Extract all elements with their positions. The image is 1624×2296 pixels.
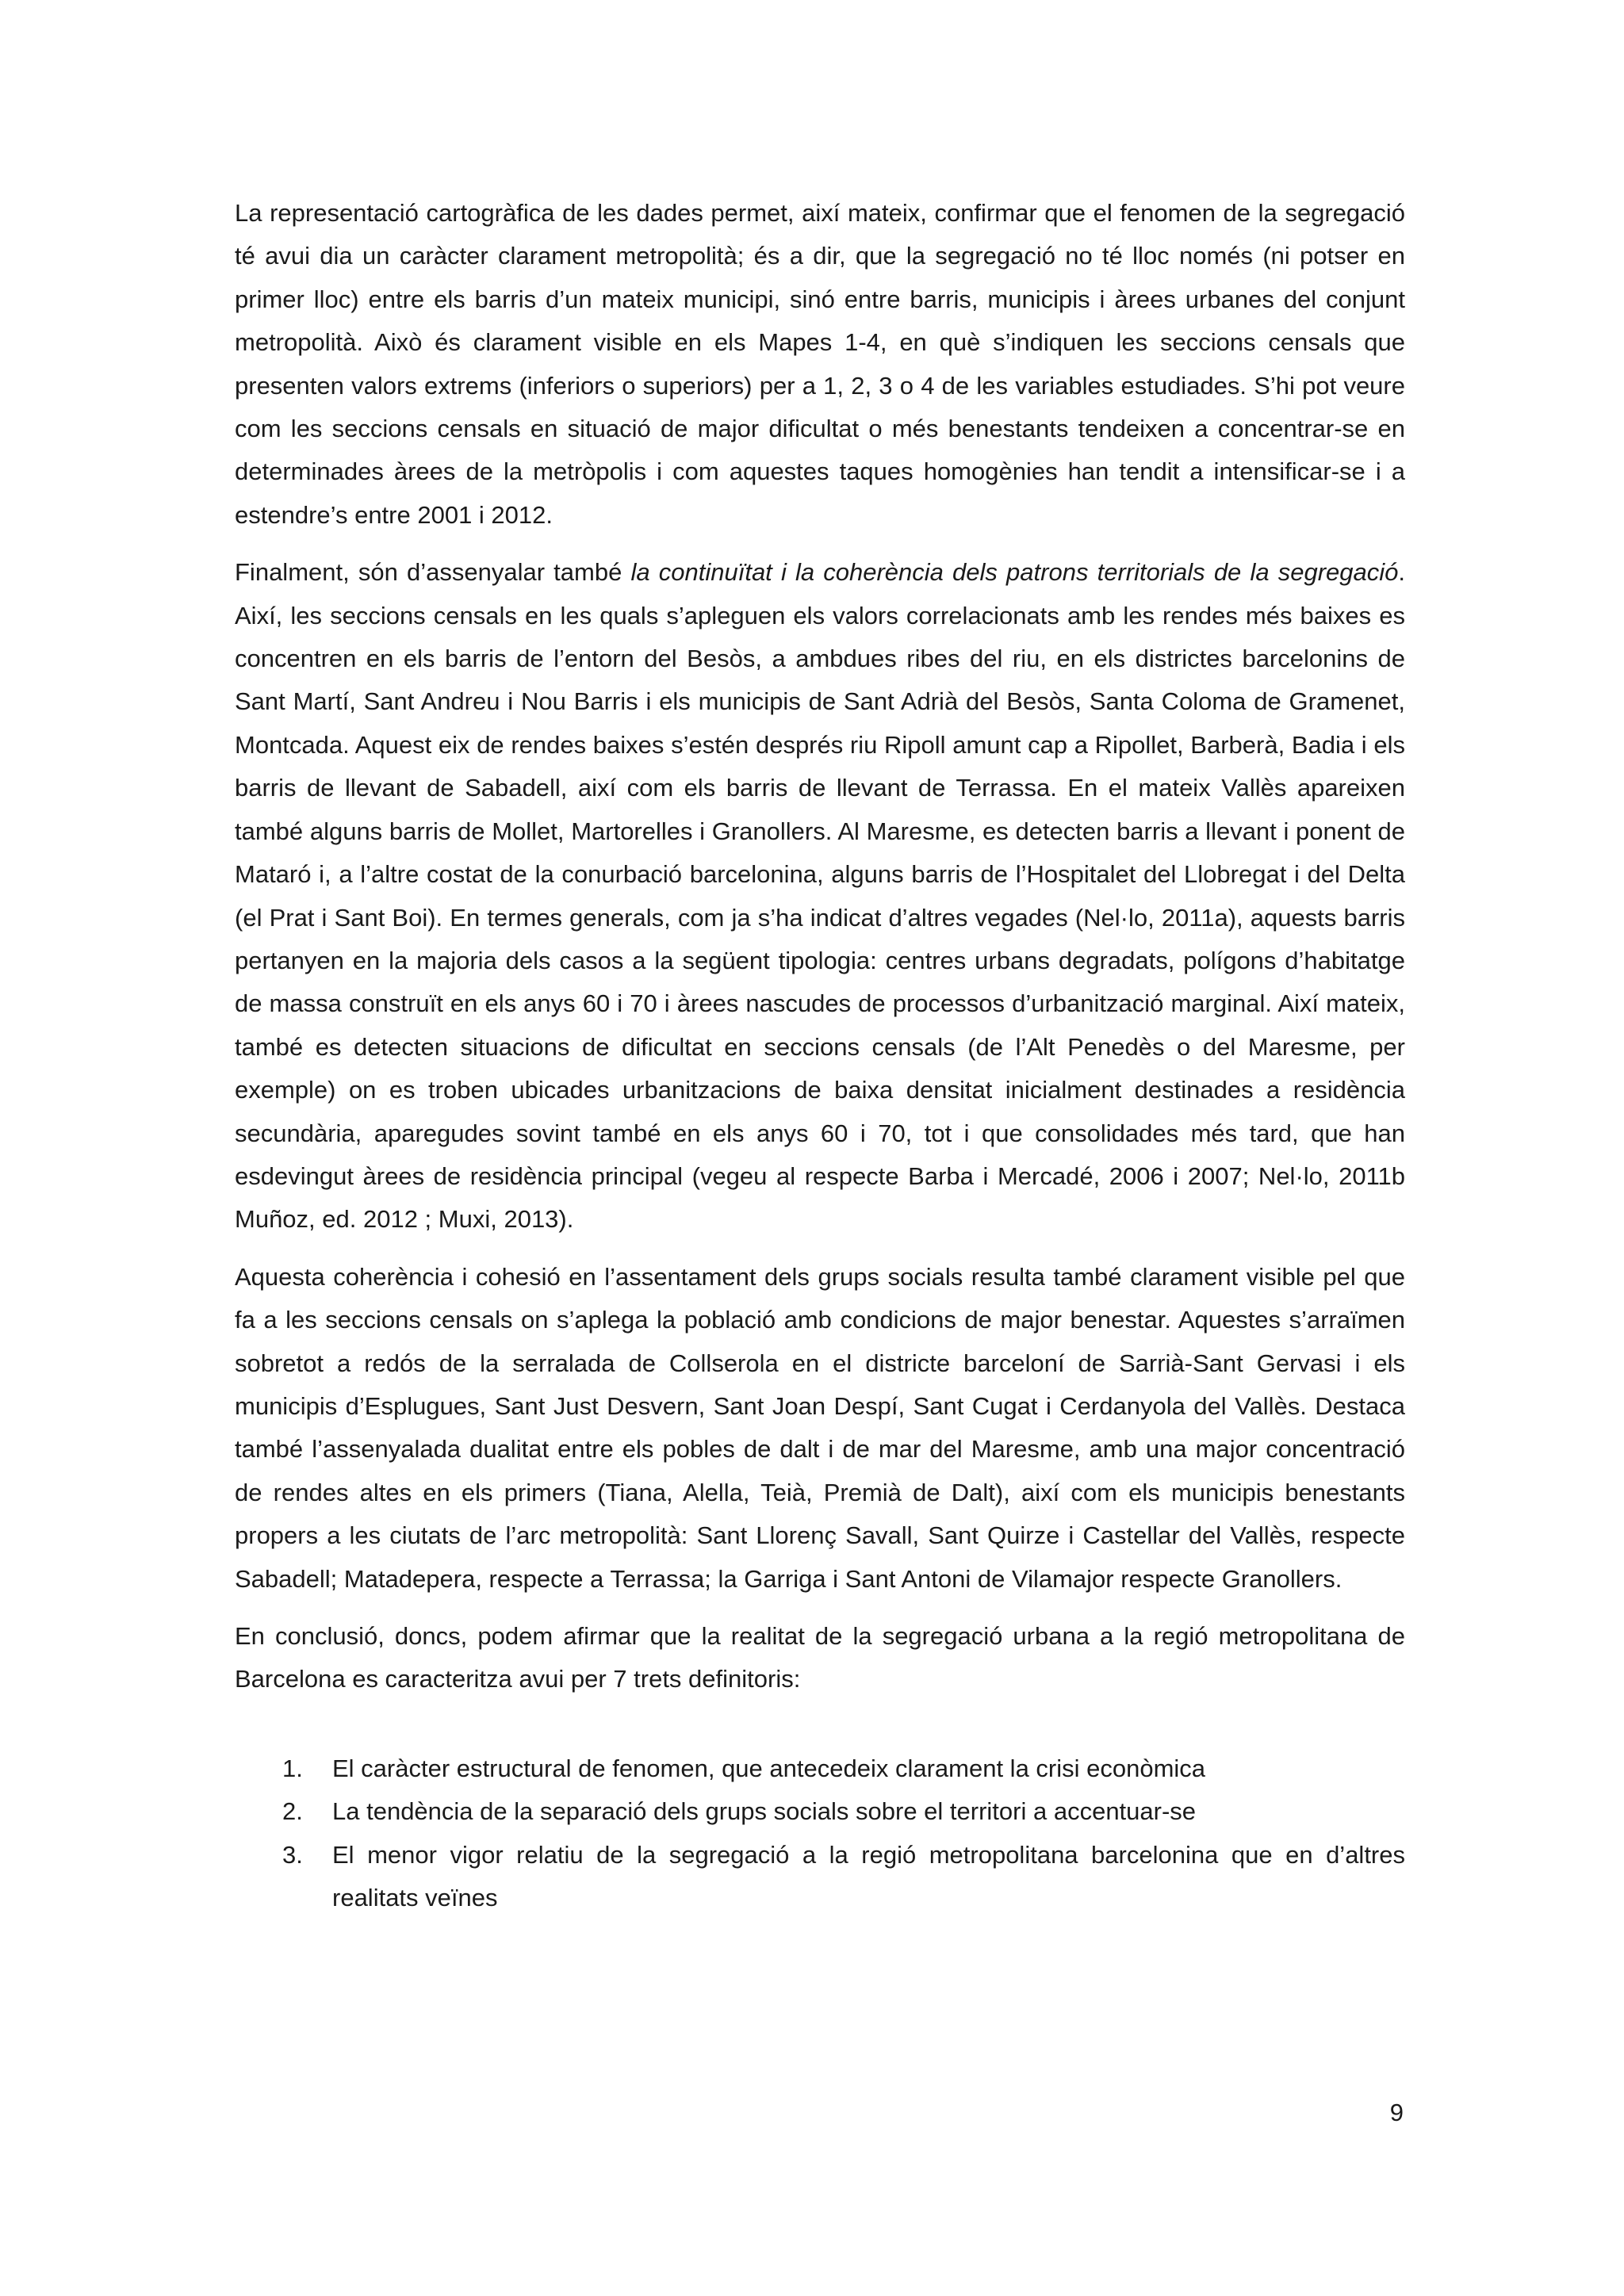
paragraph-text: . Així, les seccions censals en les quals s’apleguen els valors correlacionats amb les rendes més baixes es concentren en els barris de l’entorn del Besòs, a ambdues ribes del riu, en els districtes barcelonins de Sant Martí, Sant Andreu i Nou Barris i els municipis de Sant Adrià del Besòs, Santa Coloma de Gramenet, Montcada. Aquest eix de rendes baixes s’estén després riu Ripoll amunt cap a Ripollet, Barberà, Badia i els barris de llevant de Sabadell, així com els barris de llevant de Terrassa. En el mateix Vallès apareixen també alguns barris de Mollet, Martorelles i Granollers. Al Maresme, es detecten barris a llevant i ponent de Mataró i, a l’altre costat de la conurbació barcelonina, alguns barris de l’Hospitalet del Llobregat i del Delta (el Prat i Sant Boi). En termes generals, com ja s’ha indicat d’altres vegades (Nel·lo, 2011a), aquests barris pertanyen en la majoria dels casos a la següent tipologia: centres urbans degradats, polígons d’habitatge de massa construït en els anys 60 i 70 i àrees nascudes de processos d’urbanització marginal. Així mateix, també es detecten situacions de dificultat en seccions censals (de l’Alt Penedès o del Maresme, per exemple) on es troben ubicades urbanitzacions de baixa densitat inicialment destinades a residència secundària, aparegudes sovint també en els anys 60 i 70, tot i que consolidades més tard, que han esdevingut àrees de residència principal (vegeu al respecte Barba i Mercadé, 2006 i 2007; Nel·lo, 2011b Muñoz, ed. 2012 ; Muxi, 2013). xyxy=(235,558,1405,1234)
paragraph-text: En conclusió, doncs, podem afirmar que la realitat de la segregació urbana a la regió metropolitana de Barcelona es caracteritza avui per 7 trets definitoris: xyxy=(235,1622,1405,1693)
paragraph-cartographic-representation xyxy=(235,192,1405,537)
paragraph-text: Aquesta coherència i cohesió en l’assentament dels grups socials resulta també clarament visible pel que fa a les seccions censals on s’aplega la població amb condicions de major benestar. Aquestes s’arraïmen sobretot a redós de la serralada de Collserola en el districte barceloní de Sarrià-Sant Gervasi i els municipis d’Esplugues, Sant Just Desvern, Sant Joan Despí, Sant Cugat i Cerdanyola del Vallès. Destaca també l’assenyalada dualitat entre els pobles de dalt i de mar del Maresme, amb una major concentració de rendes altes en els primers (Tiana, Alella, Teià, Premià de Dalt), així com els municipis benestants propers a les ciutats de l’arc metropolità: Sant Llorenç Savall, Sant Quirze i Castellar del Vallès, respecte Sabadell; Matadepera, respecte a Terrassa; la Garriga i Sant Antoni de Vilamajor respecte Granollers. xyxy=(235,1262,1405,1593)
paragraph-territorial-patterns xyxy=(235,551,1405,1242)
list-item xyxy=(235,1790,1405,1833)
list-item-number: 3. xyxy=(282,1840,303,1869)
paragraph-wellbeing-coherence xyxy=(235,1256,1405,1601)
paragraph-text: La representació cartogràfica de les dades permet, així mateix, confirmar que el fenomen de la segregació té avui dia un caràcter clarament metropolità; és a dir, que la segregació no té lloc només (ni potser en primer lloc) entre els barris d’un mateix municipi, sinó entre barris, municipis i àrees urbanes del conjunt metropolità. Això és clarament visible en els Mapes 1-4, en què s’indiquen les seccions censals que presenten valors extrems (inferiors o superiors) per a 1, 2, 3 o 4 de les variables estudiades. S’hi pot veure com les seccions censals en situació de major dificultat o més benestants tendeixen a concentrar-se en determinades àrees de la metròpolis i com aquestes taques homogènies han tendit a intensificar-se i a estendre’s entre 2001 i 2012. xyxy=(235,199,1405,529)
emphasized-phrase: la continuïtat i la coherència dels patrons territorials de la segregació xyxy=(630,558,1399,587)
page-body xyxy=(235,192,1405,1919)
defining-traits-list xyxy=(235,1747,1405,1920)
paragraph-conclusion xyxy=(235,1615,1405,1701)
list-item xyxy=(235,1834,1405,1920)
list-item-text: El menor vigor relatiu de la segregació a la regió metropolitana barcelonina que en d’altres realitats veïnes xyxy=(332,1840,1405,1912)
page-number: 9 xyxy=(1389,2099,1404,2126)
list-item xyxy=(235,1747,1405,1790)
list-item-number: 2. xyxy=(282,1797,303,1826)
list-item-text: El caràcter estructural de fenomen, que antecedeix clarament la crisi econòmica xyxy=(332,1754,1206,1782)
paragraph-text: Finalment, són d’assenyalar també xyxy=(235,558,631,587)
list-item-number: 1. xyxy=(282,1754,303,1782)
list-item-text: La tendència de la separació dels grups socials sobre el territori a accentuar-se xyxy=(332,1797,1197,1826)
